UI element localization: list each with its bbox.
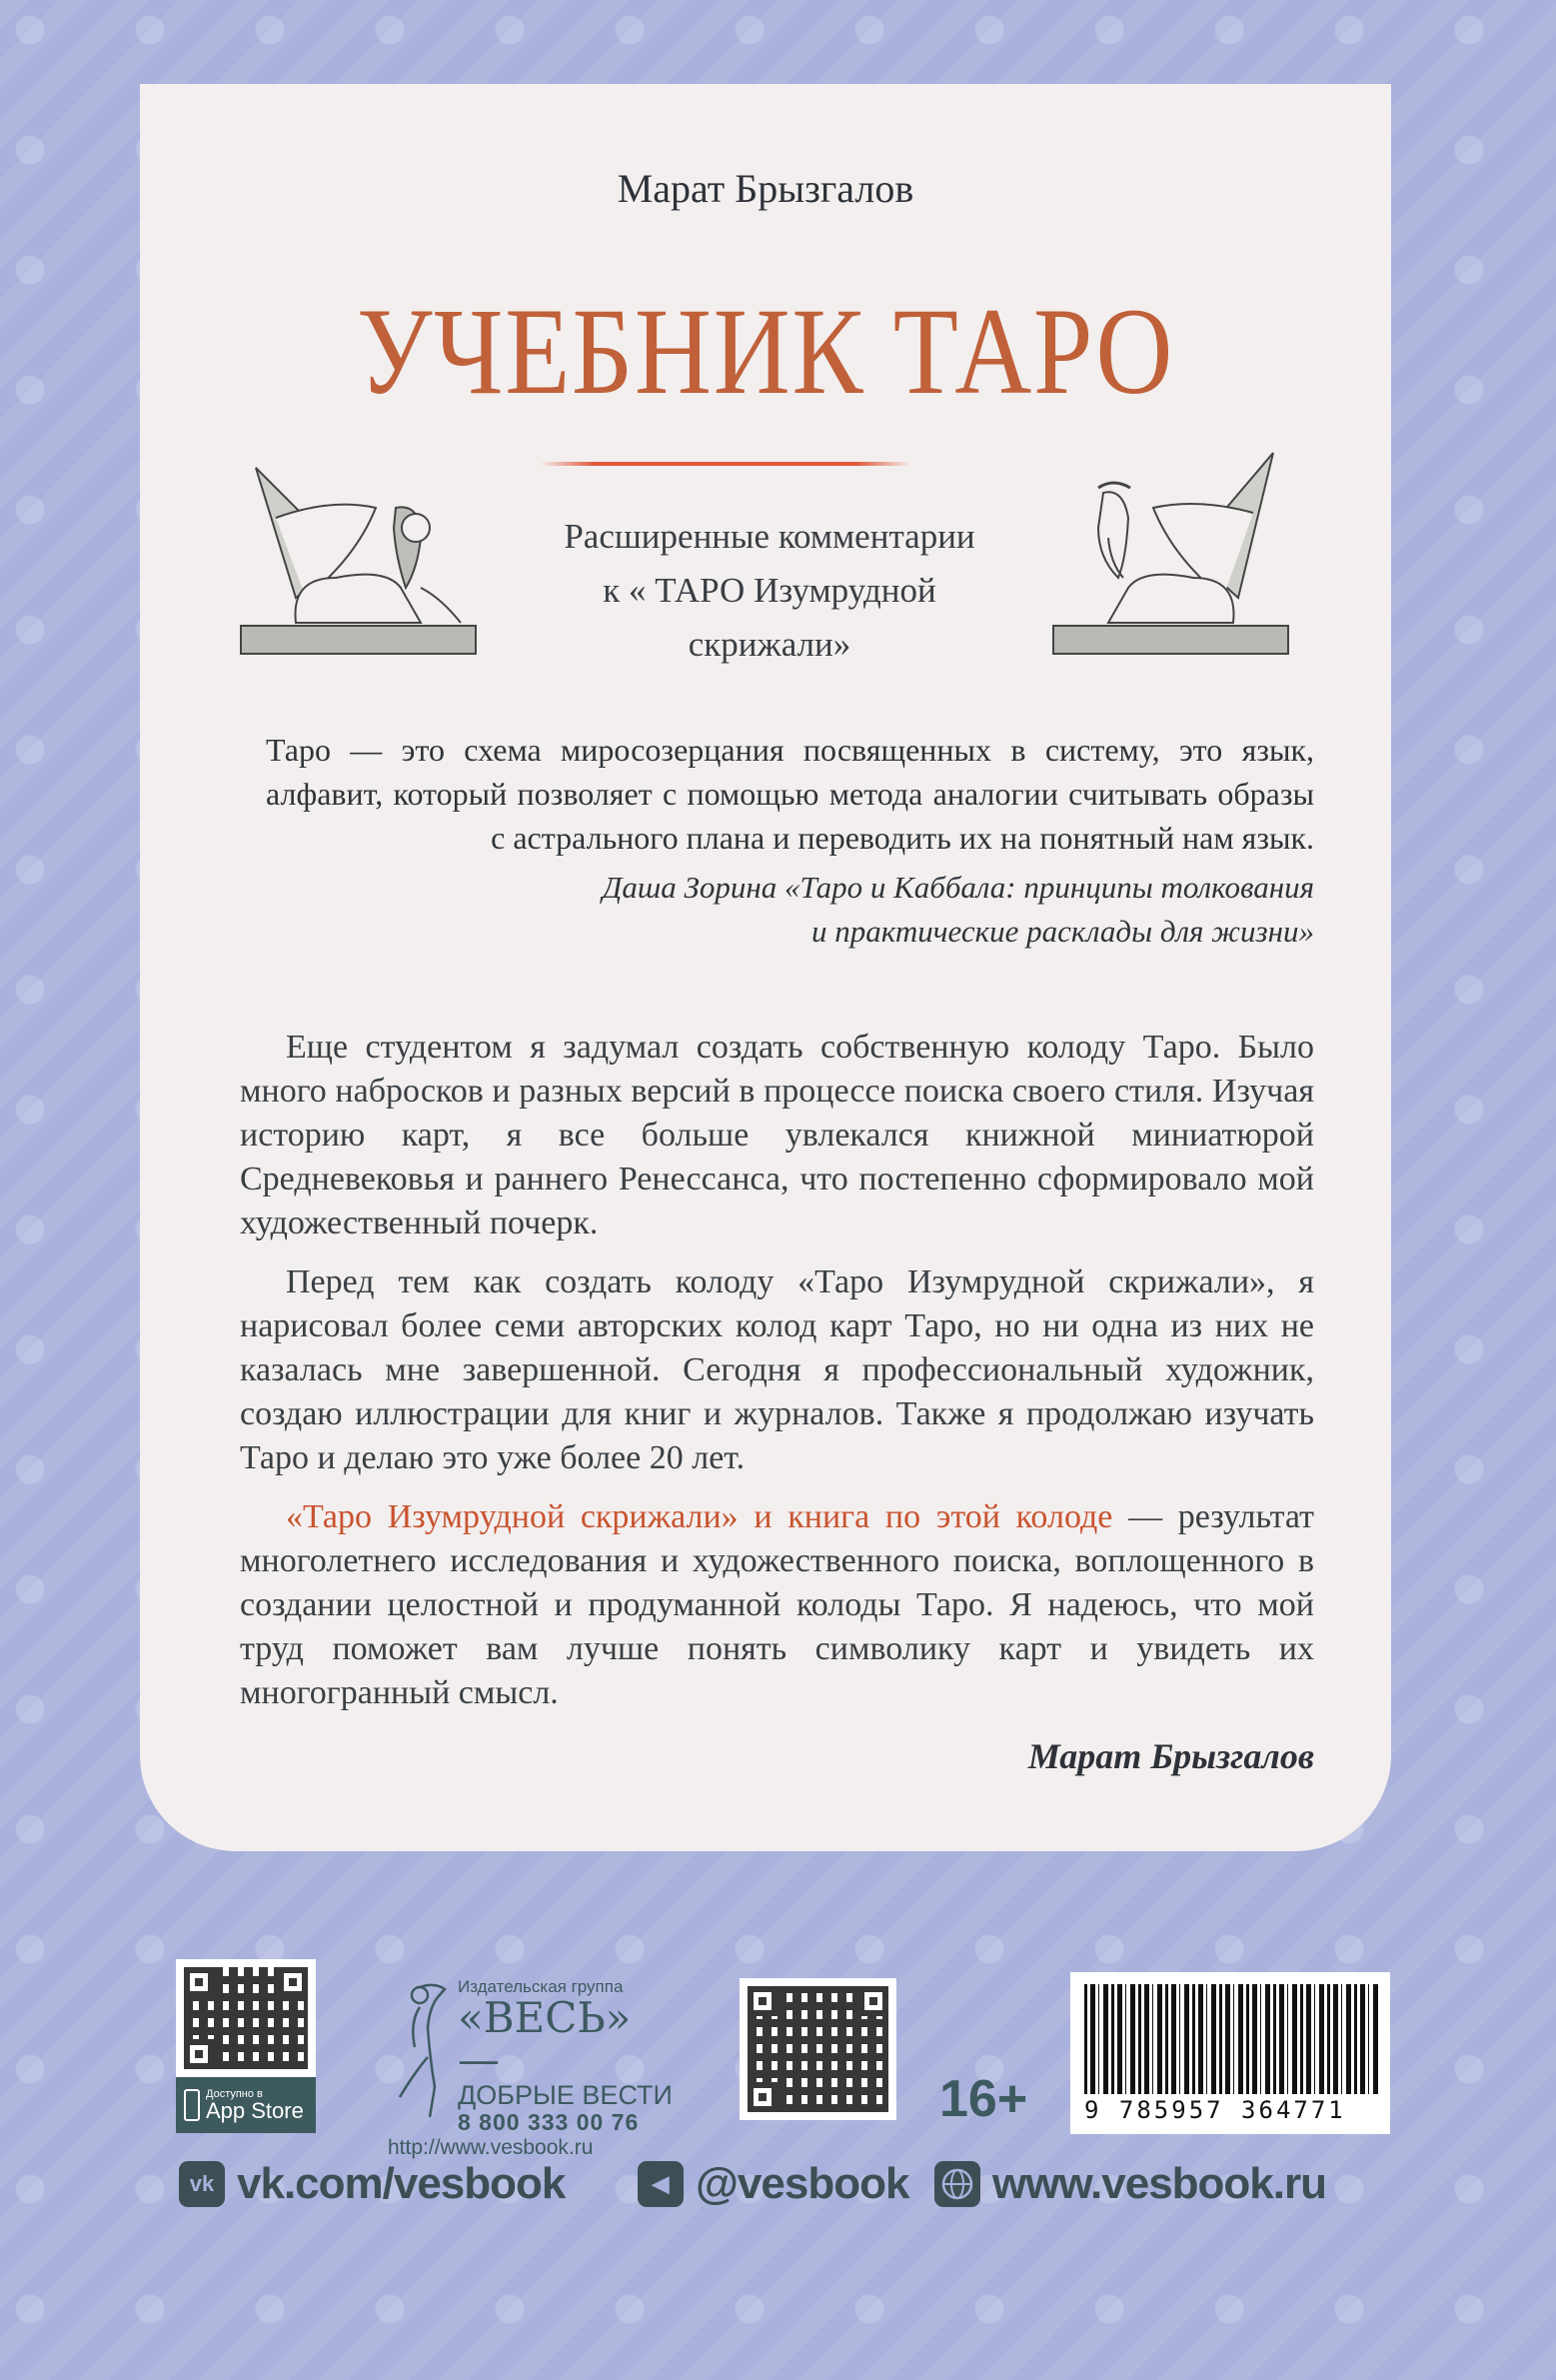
author-name: Марат Брызгалов (617, 166, 914, 211)
title-divider (540, 462, 911, 466)
phone-icon (184, 2089, 200, 2121)
qr-code-site (740, 1978, 896, 2120)
book-title: УЧЕБНИК ТАРО (356, 283, 1175, 420)
social-website[interactable] (934, 2159, 1326, 2209)
hermes-logo-icon (390, 1977, 452, 2127)
isbn-number: 9 785957 364771 (1084, 2096, 1346, 2124)
isbn-barcode (1070, 1972, 1390, 2134)
publisher-slogan: ДОБРЫЕ ВЕСТИ (458, 2080, 673, 2110)
epigraph-text: Таро — это схема миросозерцания посвященных в систему, это язык, алфавит, который позволяет с помощью метода аналогии считывать образы с астрального плана и переводить их на понятный нам язык. (266, 732, 1314, 856)
subtitle-line: к « ТАРО Изумрудной (603, 571, 936, 610)
epigraph-source-line: Даша Зорина «Таро и Каббала: принципы толкования (602, 870, 1314, 905)
appstore-big-text: App Store (206, 2098, 304, 2123)
sphinx-left-icon (236, 448, 481, 663)
epigraph-source-line: и практические расклады для жизни» (810, 914, 1314, 949)
book-subtitle (480, 510, 1059, 672)
age-rating: 16+ (939, 2070, 1028, 2128)
paragraph (240, 1495, 1314, 1715)
paragraph: Перед тем как создать колоду «Таро Изумрудной скрижали», я нарисовал более семи авторских колод карт Таро, но ни одна из них не казалась мне завершенной. Сегодня я профессиональный художник, создаю иллюстрации для книг и журналов. Также я продолжаю изучать Таро и делаю это уже более 20 лет. (240, 1263, 1314, 1476)
publisher-url[interactable]: http://www.vesbook.ru (388, 2136, 594, 2159)
signature: Марат Брызгалов (1027, 1736, 1314, 1776)
globe-icon (934, 2161, 980, 2207)
app-store-badge[interactable] (176, 2077, 316, 2133)
vk-icon: vk (179, 2161, 225, 2207)
author-statement (240, 1026, 1314, 1730)
qr-code-app (176, 1959, 316, 2077)
social-telegram-label: @vesbook (696, 2159, 909, 2208)
epigraph-source (266, 864, 1314, 956)
publisher-block (388, 1977, 678, 2160)
publisher-name: «ВЕСЬ» — (458, 1993, 632, 2084)
telegram-icon: ◀ (638, 2161, 684, 2207)
appstore-small-text: Доступно в (206, 2088, 263, 2100)
publisher-label: Издательская группа (458, 1977, 624, 1996)
social-website-label: www.vesbook.ru (992, 2159, 1327, 2208)
subtitle-line: Расширенные комментарии (564, 517, 975, 556)
social-vk[interactable] (179, 2159, 565, 2209)
highlighted-text: «Таро Изумрудной скрижали» и книга по этой колоде (286, 1498, 1113, 1535)
epigraph (266, 728, 1314, 956)
paragraph: Еще студентом я задумал создать собственную колоду Таро. Было много набросков и разных версий в процессе поиска своего стиля. Изучая историю карт, я все больше увлекался книжной миниатюрой Средневековья и раннего Ренессанса, что постепенно сформировало мой художественный почерк. (240, 1029, 1314, 1241)
social-telegram[interactable] (638, 2159, 908, 2209)
social-vk-label: vk.com/vesbook (237, 2159, 566, 2208)
subtitle-line: скрижали» (688, 625, 851, 664)
paragraph-text: — результат многолетнего исследования и художественного поиска, воплощенного в создании целостной и продуманной колоды Таро. Я надеюсь, что мой труд поможет вам лучше понять символику карт и увидеть их многогранный смысл. (240, 1498, 1314, 1711)
barcode-bars (1084, 1984, 1380, 2094)
sphinx-right-icon (1048, 448, 1293, 663)
publisher-phone: 8 800 333 00 76 (458, 2109, 640, 2135)
